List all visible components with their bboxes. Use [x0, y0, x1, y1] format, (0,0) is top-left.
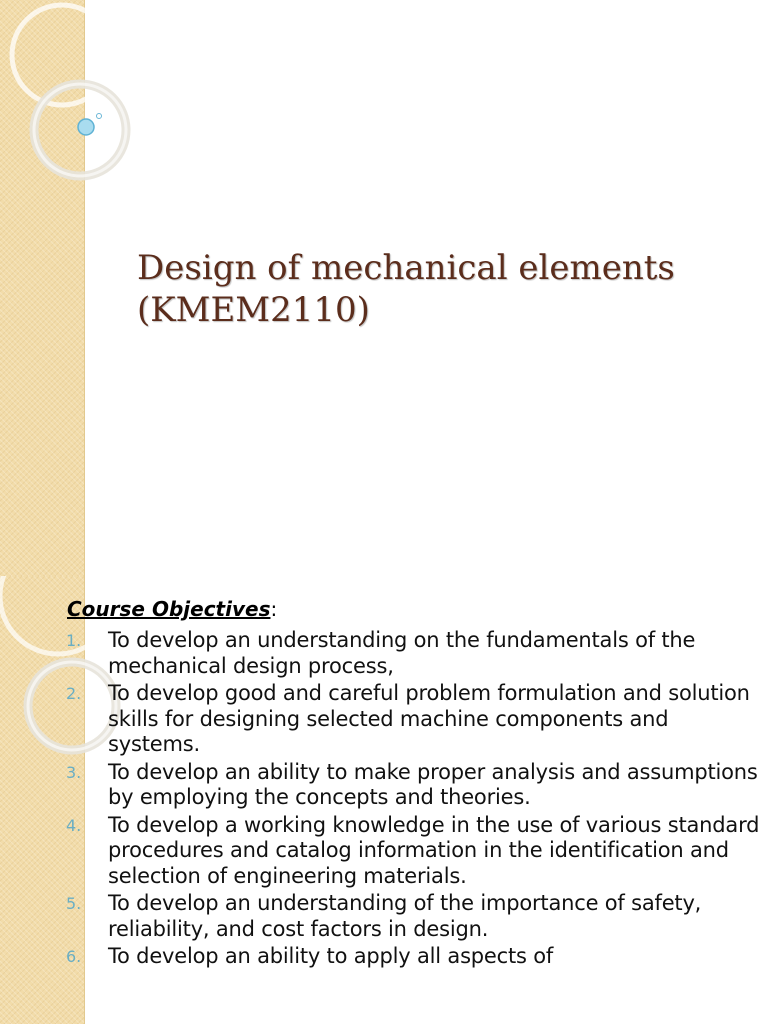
bubble-icon [78, 119, 94, 135]
list-item [66, 628, 766, 679]
course-objectives-heading: Course Objectives: [67, 597, 278, 621]
list-item [66, 760, 766, 811]
list-text: To develop an understanding of the importance of safety, reliability, and cost factors in design. [108, 891, 702, 941]
title-line-2: (KMEM2110) [137, 290, 370, 330]
title-line-1: Design of mechanical elements [137, 248, 675, 288]
list-text: To develop an ability to make proper analysis and assumptions by employing the concepts and theories. [108, 759, 758, 809]
list-number: 4. [66, 815, 82, 835]
list-number: 2. [66, 684, 82, 703]
list-number: 6. [66, 947, 82, 966]
list-number: 5. [66, 894, 82, 913]
list-item [66, 681, 766, 758]
small-bubble-icon [97, 114, 102, 119]
list-item [66, 944, 766, 970]
decorative-rings-icon [0, 0, 160, 220]
list-number: 3. [66, 762, 82, 782]
list-text: To develop an understanding on the fundamentals of the mechanical design process, [108, 628, 696, 678]
list-text: To develop an ability to apply all aspects of [108, 944, 554, 968]
slide-title [137, 247, 675, 331]
objectives-list [66, 628, 766, 972]
objectives-slide [0, 576, 768, 1024]
list-item [66, 813, 766, 890]
list-item [66, 891, 766, 942]
list-text: To develop a working knowledge in the use of various standard procedures and catalog information in the identification and selection of engineering materials. [108, 812, 760, 888]
list-number: 1. [66, 631, 82, 650]
list-text: To develop good and careful problem formulation and solution skills for designing selected machine components and systems. [108, 681, 750, 756]
